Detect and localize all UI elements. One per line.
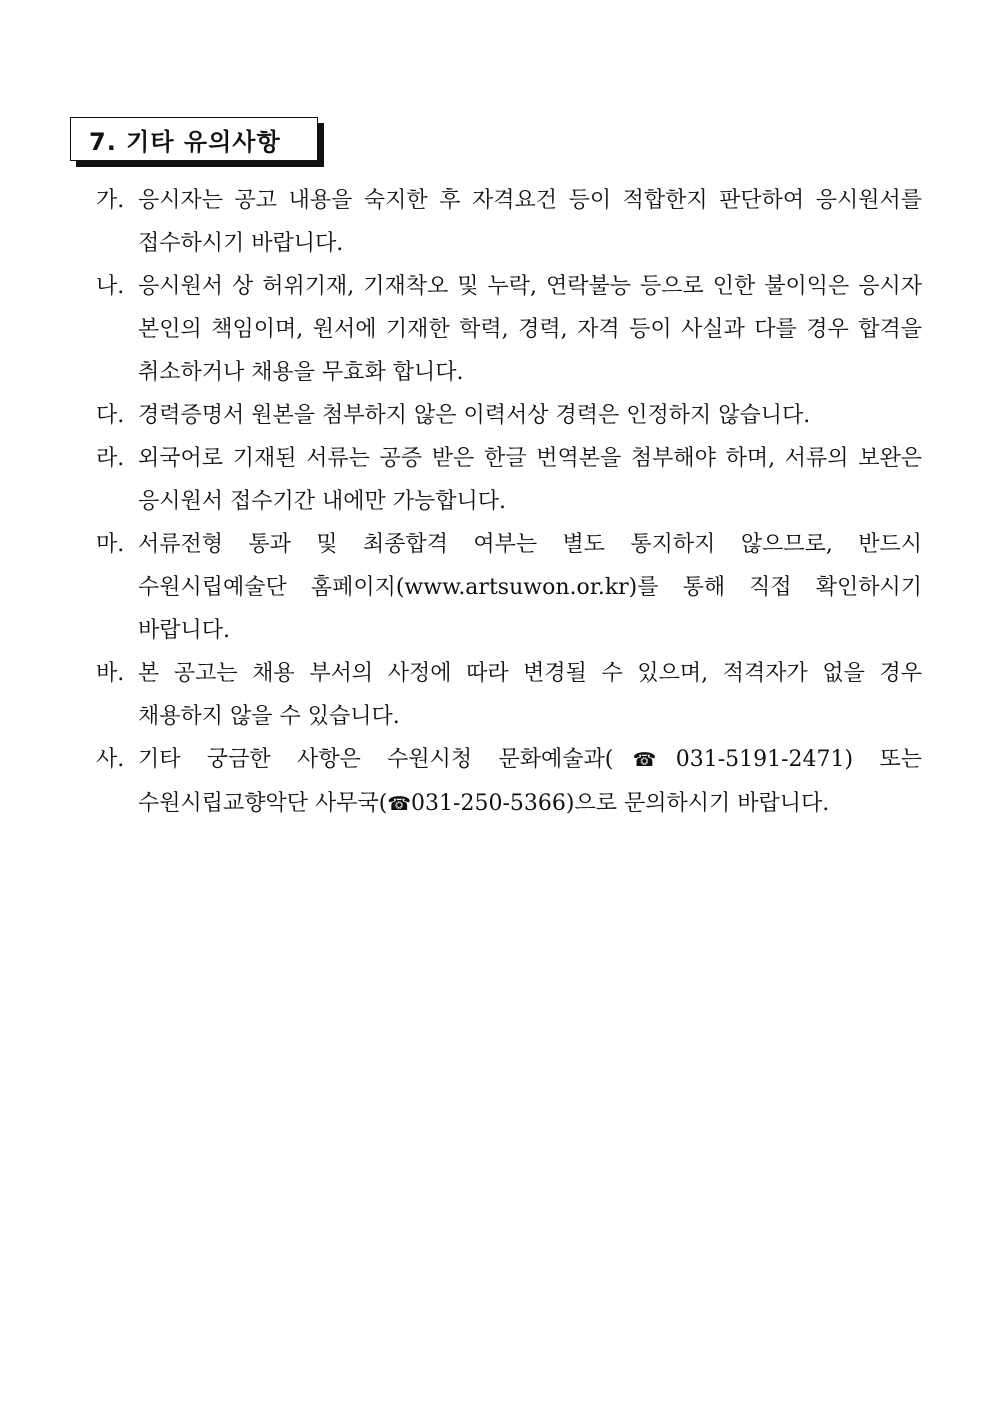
section-heading-box <box>70 117 318 161</box>
notice-text: 응시원서 상 허위기재, 기재착오 및 누락, 연락불능 등으로 인한 불이익은 응시자 본인의 책임이며, 원서에 기재한 학력, 경력, 자격 등이 사실과 다를 경우 합격을 취소하거나 채용을 무효화 합니다. <box>138 274 922 385</box>
contact-text-part: )으로 문의하시기 바랍니다. <box>565 791 830 816</box>
notice-marker: 다. <box>96 403 125 428</box>
notice-marker: 나. <box>96 274 125 299</box>
notice-item-ma <box>96 523 922 652</box>
notice-marker: 마. <box>96 532 125 557</box>
notice-marker: 사. <box>96 747 125 772</box>
notice-text: 본 공고는 채용 부서의 사정에 따라 변경될 수 있으며, 적격자가 없을 경우 채용하지 않을 수 있습니다. <box>138 661 922 729</box>
phone-icon: ☎ <box>387 793 412 815</box>
notice-text: 응시자는 공고 내용을 숙지한 후 자격요건 등이 적합한지 판단하여 응시원서를 접수하시기 바랍니다. <box>138 188 922 256</box>
notice-text-contact <box>138 738 922 826</box>
phone-number-orchestra-office: 031-250-5366 <box>411 791 566 816</box>
notice-text: 서류전형 통과 및 최종합격 여부는 별도 통지하지 않으므로, 반드시 수원시립예술단 홈페이지(www.artsuwon.or.kr)를 통해 직접 확인하시기 바랍니다. <box>138 532 922 643</box>
contact-text-part: 기타 궁금한 사항은 수원시청 문화예술과( <box>138 747 614 772</box>
notice-item-da <box>96 394 922 437</box>
notice-list <box>96 179 922 826</box>
notice-marker: 가. <box>96 188 125 213</box>
notice-text: 경력증명서 원본을 첨부하지 않은 이력서상 경력은 인정하지 않습니다. <box>138 403 811 428</box>
notice-item-ra <box>96 437 922 523</box>
notice-item-sa <box>96 738 922 826</box>
notice-text: 외국어로 기재된 서류는 공증 받은 한글 번역본을 첨부해야 하며, 서류의 보완은 응시원서 접수기간 내에만 가능합니다. <box>138 446 922 514</box>
phone-icon: ☎ <box>613 749 676 771</box>
notice-item-na <box>96 265 922 394</box>
notice-marker: 바. <box>96 661 125 686</box>
contact-text-part: ) 또는 수원시립교향악단 사무국( <box>138 747 922 816</box>
phone-number-culture-dept: 031-5191-2471 <box>675 747 845 772</box>
notice-item-ga <box>96 179 922 265</box>
notice-marker: 라. <box>96 446 125 471</box>
section-heading: 7. 기타 유의사항 <box>89 127 281 156</box>
notice-item-ba <box>96 652 922 738</box>
